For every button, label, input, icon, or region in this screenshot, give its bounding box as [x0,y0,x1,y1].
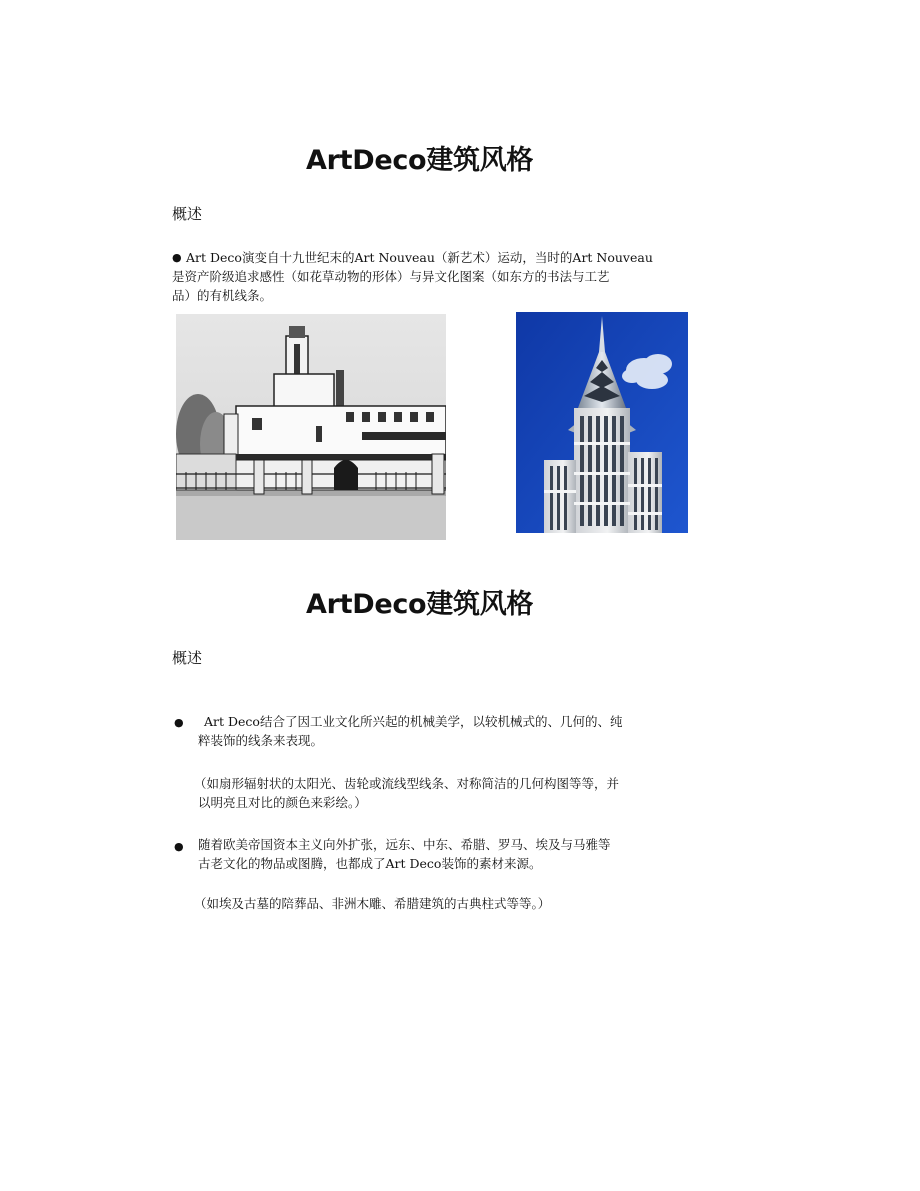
page-title-1: ArtDeco建筑风格 [306,145,534,176]
building-photo-bw [176,314,446,540]
paragraph-line: 以明亮且对比的颜色来彩绘。） [198,795,367,810]
paragraph-line: Art Deco演变自十九世纪末的Art Nouveau（新艺术）运动，当时的Art Nouveau [186,250,653,265]
section-heading-overview-2: 概述 [172,649,203,667]
paragraph-line: （如埃及古墓的陪葬品、非洲木雕、希腊建筑的古典柱式等等。） [194,896,551,911]
paragraph-line: Art Deco结合了因工业文化所兴起的机械美学，以较机械式的、几何的、纯 [204,714,623,729]
paragraph-line: 古老文化的物品或图腾，也都成了Art Deco装饰的素材来源。 [198,856,542,871]
paragraph-line: 品）的有机线条。 [172,288,273,303]
paragraph-line: 随着欧美帝国资本主义向外扩张，远东、中东、希腊、罗马、埃及与马雅等 [198,837,611,852]
note-paragraph-2 [194,894,550,913]
paragraph-line: （如扇形辐射状的太阳光、齿轮或流线型线条、对称简洁的几何构图等等，并 [194,776,620,791]
skyscraper-photo [516,312,688,533]
section-heading-overview-1: 概述 [172,205,203,223]
page-title-2: ArtDeco建筑风格 [306,589,534,620]
bullet-icon: ● [174,716,184,729]
bullet-paragraph-machine-aesthetics [198,712,622,750]
skyscraper-illustration [516,312,688,533]
paragraph-line: 粹装饰的线条来表现。 [198,733,324,748]
bullet-icon: ● [174,840,184,853]
paragraph-line: 是资产阶级追求感性（如花草动物的形体）与异文化图案（如东方的书法与工艺 [172,269,610,284]
bullet-paragraph-ancient-cultures [198,835,611,873]
building-illustration [176,314,446,540]
note-paragraph-1 [194,774,619,812]
bullet-icon: ● [172,251,182,264]
paragraph-art-nouveau [186,248,653,267]
paragraph-art-nouveau-cont [172,267,610,305]
